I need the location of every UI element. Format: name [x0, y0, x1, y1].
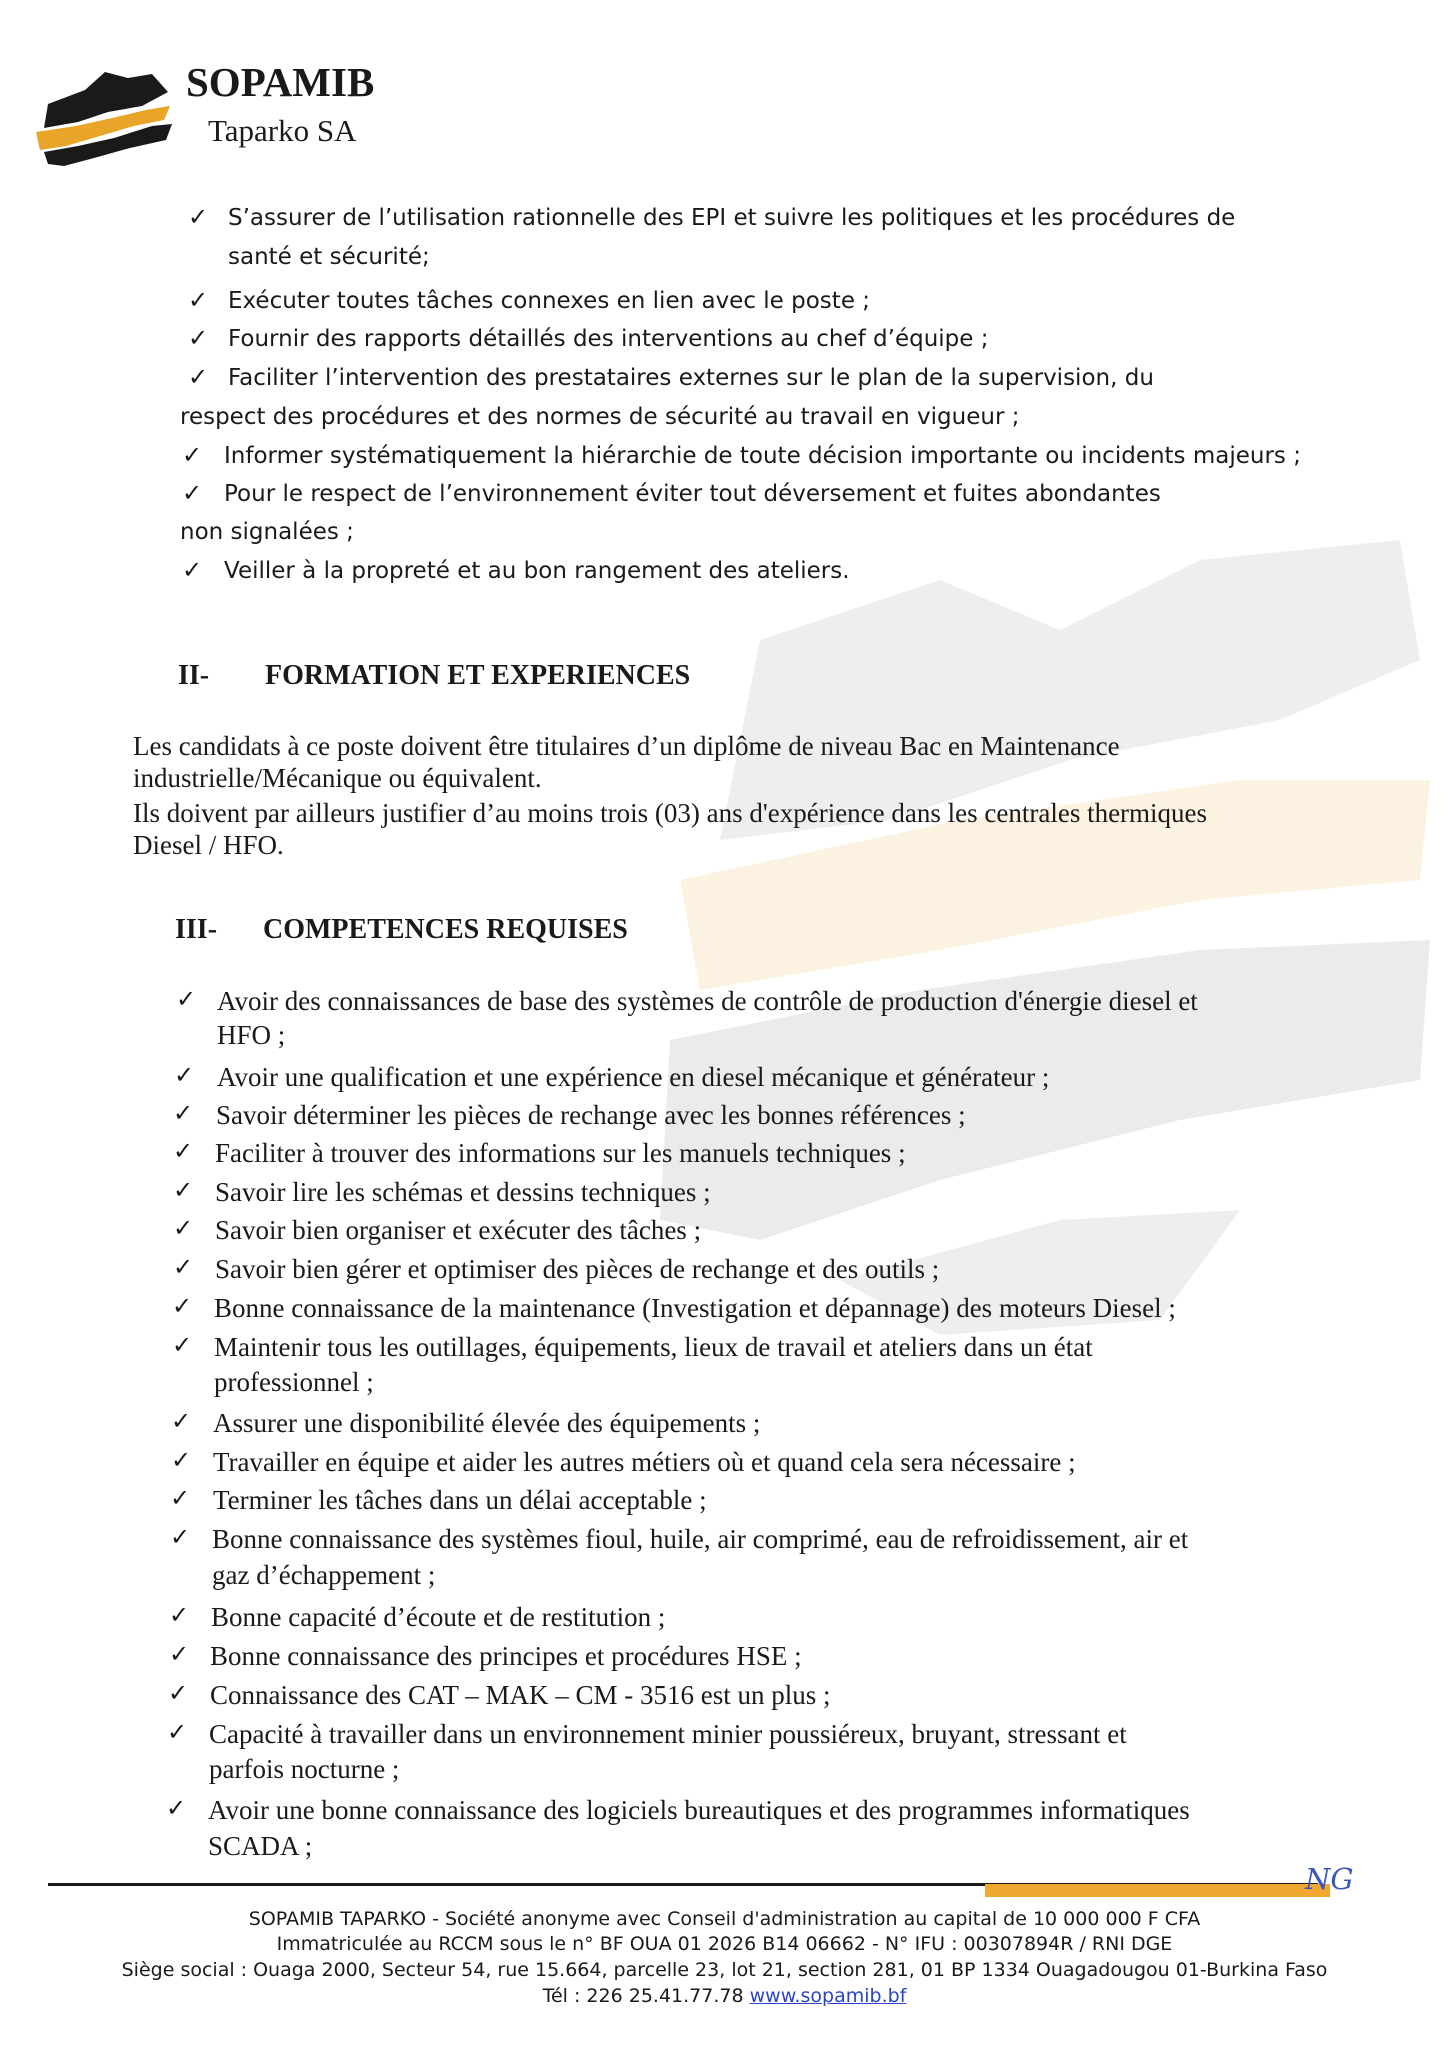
checkmark-icon: ✓	[188, 286, 209, 314]
list-item-line: HFO ;	[217, 1020, 286, 1050]
checkmark-icon: ✓	[169, 1640, 190, 1668]
list-item-line: gaz d’échappement ;	[212, 1560, 436, 1590]
list-item-line: Terminer les tâches dans un délai acceptable ;	[213, 1485, 707, 1515]
website-link[interactable]: www.sopamib.bf	[749, 1985, 907, 2007]
list-item-line: non signalées ;	[180, 519, 354, 545]
section-heading: COMPETENCES REQUISES	[263, 914, 628, 945]
list-item-line: Maintenir tous les outillages, équipements, lieux de travail et ateliers dans un état	[214, 1332, 1093, 1362]
checkmark-icon: ✓	[172, 1292, 193, 1320]
checkmark-icon: ✓	[173, 1137, 194, 1165]
footer-accent-bar	[985, 1884, 1330, 1897]
list-item-line: SCADA ;	[208, 1831, 313, 1861]
checkmark-icon: ✓	[188, 363, 209, 391]
footer-phone: Tél : 226 25.41.77.78	[542, 1985, 744, 2007]
list-item-line: Avoir une qualification et une expérience en diesel mécanique et générateur ;	[217, 1062, 1050, 1092]
company-logo-icon	[30, 62, 180, 172]
list-item-line: Travailler en équipe et aider les autres métiers où et quand cela sera nécessaire ;	[213, 1447, 1076, 1477]
paragraph-line: Les candidats à ce poste doivent être titulaires d’un diplôme de niveau Bac en Maintenance	[133, 731, 1120, 761]
list-item-line: santé et sécurité;	[228, 244, 430, 270]
list-item-line: Connaissance des CAT – MAK – CM - 3516 est un plus ;	[210, 1680, 831, 1710]
checkmark-icon: ✓	[166, 1794, 187, 1822]
checkmark-icon: ✓	[188, 324, 209, 352]
checkmark-icon: ✓	[176, 985, 197, 1013]
list-item-line: Bonne connaissance des principes et procédures HSE ;	[210, 1641, 802, 1671]
list-item-line: S’assurer de l’utilisation rationnelle des EPI et suivre les politiques et les procédures de	[228, 205, 1236, 231]
checkmark-icon: ✓	[182, 479, 203, 507]
section-heading: FORMATION ET EXPERIENCES	[265, 660, 691, 691]
list-item-line: Capacité à travailler dans un environnement minier poussiéreux, bruyant, stressant et	[209, 1719, 1127, 1749]
list-item-line: Avoir des connaissances de base des systèmes de contrôle de production d'énergie diesel et	[217, 986, 1198, 1016]
checkmark-icon: ✓	[188, 203, 209, 231]
checkmark-icon: ✓	[171, 1407, 192, 1435]
checkmark-icon: ✓	[182, 441, 203, 469]
checkmark-icon: ✓	[169, 1601, 190, 1629]
list-item-line: Bonne connaissance de la maintenance (Investigation et dépannage) des moteurs Diesel ;	[214, 1293, 1176, 1323]
list-item-line: professionnel ;	[214, 1367, 374, 1397]
checkmark-icon: ✓	[182, 556, 203, 584]
checkmark-icon: ✓	[173, 1099, 194, 1127]
checkmark-icon: ✓	[171, 1446, 192, 1474]
footer-address: Siège social : Ouaga 2000, Secteur 54, rue 15.664, parcelle 23, lot 21, section 281, 01 BP 1334 Ouagadougou 01-Burkina Faso	[121, 1959, 1328, 1981]
checkmark-icon: ✓	[172, 1331, 193, 1359]
list-item-line: Bonne connaissance des systèmes fioul, huile, air comprimé, eau de refroidissement, air et	[212, 1524, 1189, 1554]
paragraph-line: Ils doivent par ailleurs justifier d’au moins trois (03) ans d'expérience dans les centrales thermiques	[133, 798, 1208, 828]
checkmark-icon: ✓	[174, 1061, 195, 1089]
footer-company-info: SOPAMIB TAPARKO - Société anonyme avec Conseil d'administration au capital de 10 000 000 F CFA	[248, 1908, 1201, 1930]
watermark-logo	[640, 520, 1440, 1340]
checkmark-icon: ✓	[173, 1253, 194, 1281]
list-item-line: Informer systématiquement la hiérarchie de toute décision importante ou incidents majeurs ;	[224, 443, 1301, 469]
section-number: II-	[178, 660, 210, 691]
list-item-line: Faciliter l’intervention des prestataires externes sur le plan de la supervision, du	[228, 365, 1154, 391]
list-item-line: Fournir des rapports détaillés des interventions au chef d’équipe ;	[228, 326, 989, 352]
paragraph-line: industrielle/Mécanique ou équivalent.	[133, 763, 542, 793]
checkmark-icon: ✓	[168, 1679, 189, 1707]
section-number: III-	[175, 914, 218, 945]
checkmark-icon: ✓	[173, 1214, 194, 1242]
list-item-line: Avoir une bonne connaissance des logiciels bureautiques et des programmes informatiques	[208, 1795, 1190, 1825]
list-item-line: Pour le respect de l’environnement éviter tout déversement et fuites abondantes	[224, 481, 1161, 507]
checkmark-icon: ✓	[170, 1523, 191, 1551]
checkmark-icon: ✓	[167, 1718, 188, 1746]
list-item-line: parfois nocturne ;	[209, 1754, 400, 1784]
checkmark-icon: ✓	[170, 1484, 191, 1512]
list-item-line: Savoir déterminer les pièces de rechange avec les bonnes références ;	[216, 1100, 966, 1130]
list-item-line: Savoir bien organiser et exécuter des tâches ;	[215, 1215, 702, 1245]
company-subtitle: Taparko SA	[208, 113, 357, 148]
list-item-line: Bonne capacité d’écoute et de restitution ;	[211, 1602, 666, 1632]
list-item-line: Savoir bien gérer et optimiser des pièces de rechange et des outils ;	[215, 1254, 940, 1284]
checkmark-icon: ✓	[173, 1176, 194, 1204]
paragraph-line: Diesel / HFO.	[133, 830, 284, 860]
list-item-line: Savoir lire les schémas et dessins techniques ;	[215, 1177, 711, 1207]
list-item-line: Faciliter à trouver des informations sur les manuels techniques ;	[215, 1138, 906, 1168]
handwritten-initials: NG	[1305, 1862, 1354, 1896]
footer-registration: Immatriculée au RCCM sous le n° BF OUA 01 2026 B14 06662 - N° IFU : 00307894R / RNI DGE	[276, 1933, 1173, 1955]
list-item-line: Exécuter toutes tâches connexes en lien avec le poste ;	[228, 288, 871, 314]
list-item-line: Assurer une disponibilité élevée des équipements ;	[213, 1408, 761, 1438]
list-item-line: Veiller à la propreté et au bon rangement des ateliers.	[224, 558, 850, 584]
company-name: SOPAMIB	[186, 59, 375, 105]
list-item-line: respect des procédures et des normes de sécurité au travail en vigueur ;	[180, 404, 1020, 430]
footer-contact	[0, 1985, 1449, 2007]
